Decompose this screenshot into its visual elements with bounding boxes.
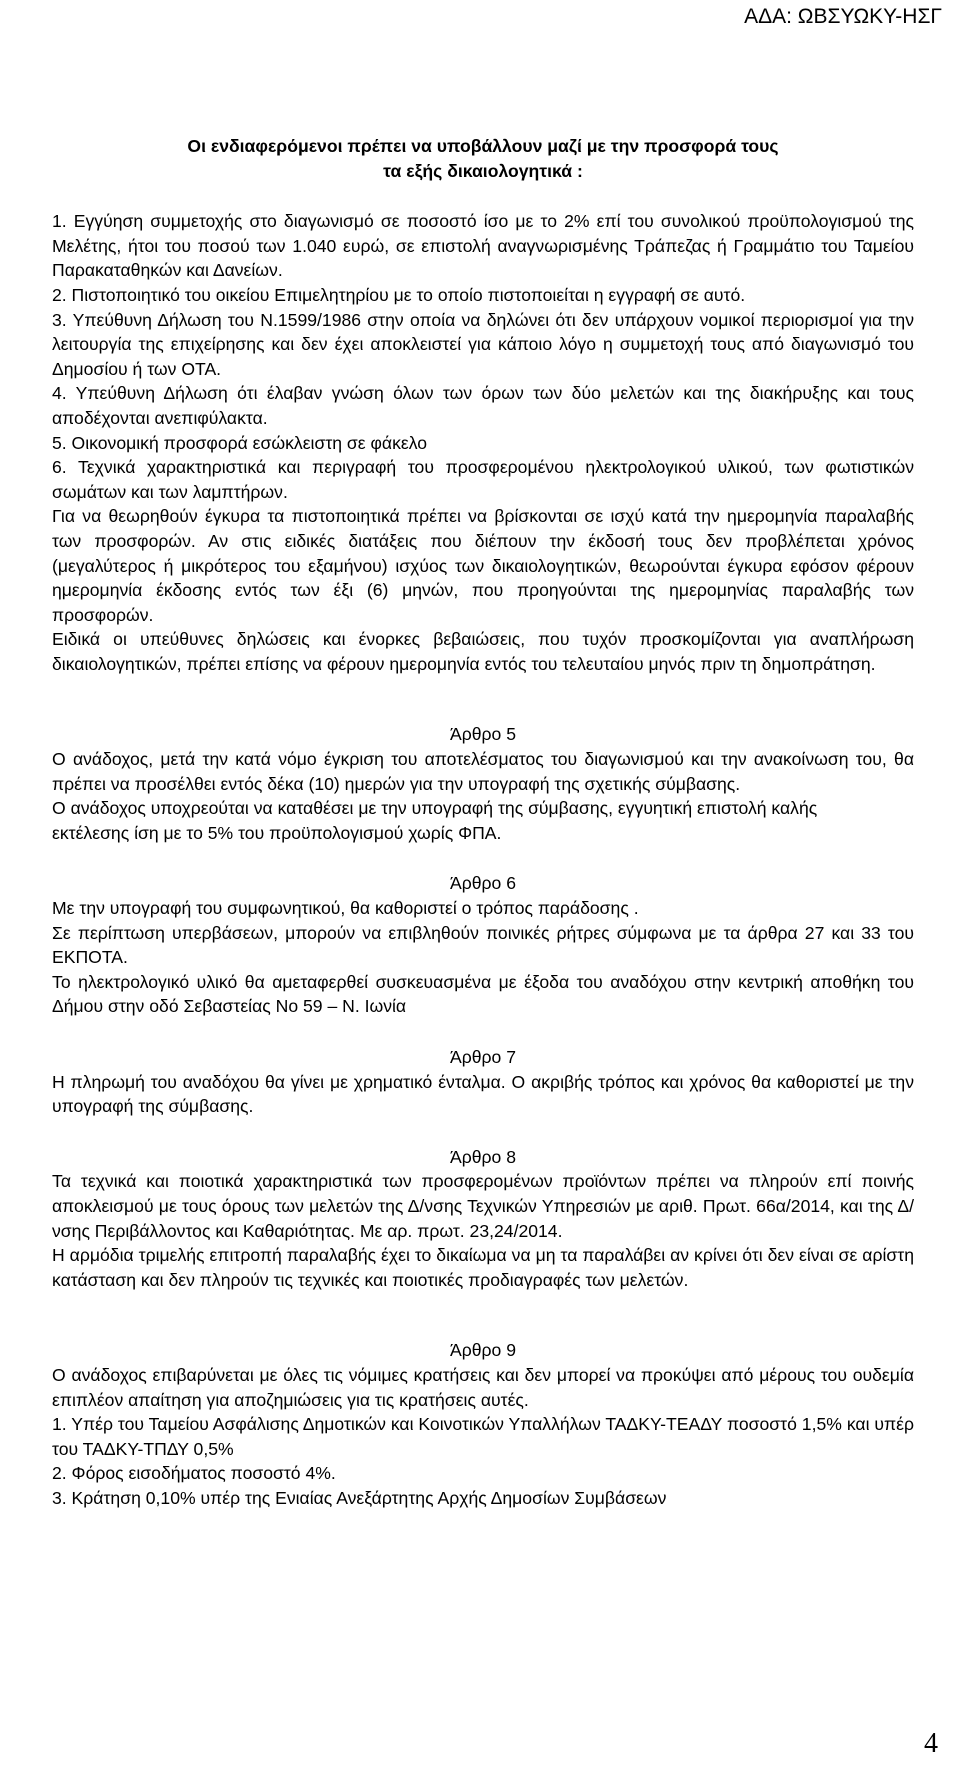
requirement-item-2: 2. Πιστοποιητικό του οικείου Επιμελητηρίου με το οποίο πιστοποιείται η εγγραφή σε αυτό. [52,284,746,305]
requirement-item-3: 3. Υπεύθυνη Δήλωση του Ν.1599/1986 στην οποία να δηλώνει ότι δεν υπάρχουν νομικοί περιορισμοί για την λειτουργία της επιχείρησης και δεν έχει αποκλειστεί για κάποιο λόγο η συμμετοχή τους από διαγωνισμό του Δημοσίου ή των ΟΤΑ. [52,309,914,379]
article-5-paragraph-3: εκτέλεσης ίση με το 5% του προϋπολογισμού χωρίς ΦΠΑ. [52,822,502,843]
article-6-paragraph-1: Με την υπογραφή του συμφωνητικού, θα καθοριστεί ο τρόπος παράδοσης . [52,898,639,919]
sworn-statements-paragraph: Ειδικά οι υπεύθυνες δηλώσεις και ένορκες βεβαιώσεις, που τυχόν προσκομίζονται για αναπλήρωση δικαιολογητικών, πρέπει επίσης να φέρουν ημερομηνία εντός του τελευταίου μηνός πριν τη δημοπράτηση. [52,629,914,674]
requirement-item-1: 1. Εγγύηση συμμετοχής στο διαγωνισμό σε ποσοστό ίσο με το 2% επί του συνολικού προϋπολογισμού της Μελέτης, ήτοι του ποσού των 1.040 ευρώ, σε επιστολή αναγνωρισμένης Τράπεζας ή Γραμμάτιο του Ταμείου Παρακαταθηκών και Δανείων. [52,211,914,281]
article-8-title: Άρθρο 8 [449,1146,516,1167]
article-6-paragraph-2: Σε περίπτωση υπερβάσεων, μπορούν να επιβληθούν ποινικές ρήτρες σύμφωνα με τα άρθρα 27 και 33 του ΕΚΠΟΤΑ. [52,922,914,968]
deduction-item-2: 2. Φόρος εισοδήματος ποσοστό 4%. [52,1463,336,1484]
certificate-validity-paragraph: Για να θεωρηθούν έγκυρα τα πιστοποιητικά πρέπει να βρίσκονται σε ισχύ κατά την ημερομηνία παραλαβής των προσφορών. Αν στις ειδικές διατάξεις που διέπουν την έκδοσή τους δεν προβλέπεται χρόνος (μεγαλύτερος ή μικρότερος του εξαμήνου) ισχύος των δικαιολογητικών, θεωρούνται έγκυρα εφόσον φέρουν ημερομηνία έκδοσης εντός των έξι (6) μηνών, που προηγούνται της ημερομηνίας παραλαβής των προσφορών. [52,506,914,625]
article-7-paragraph-1: Η πληρωμή του αναδόχου θα γίνει με χρηματικό ένταλμα. Ο ακριβής τρόπος και χρόνος θα καθοριστεί με την υπογραφή της σύμβασης. [52,1071,914,1117]
requirement-item-4: 4. Υπεύθυνη Δήλωση ότι έλαβαν γνώση όλων των όρων των δύο μελετών και της διακήρυξης και τους αποδέχονται ανεπιφύλακτα. [52,383,914,428]
article-6-paragraph-3: Το ηλεκτρολογικό υλικό θα αμεταφερθεί συσκευασμένα με έξοδα του αναδόχου στην κεντρική αποθήκη του Δήμου στην οδό Σεβαστείας Νο 59 – Ν. Ιωνία [52,971,914,1017]
page-number: 4 [924,1728,938,1759]
article-9-title: Άρθρο 9 [449,1340,516,1361]
deduction-item-1: 1. Υπέρ του Ταμείου Ασφάλισης Δημοτικών και Κοινοτικών Υπαλλήλων ΤΑΔΚΥ-ΤΕΑΔΥ ποσοστό 1,5% και υπέρ του ΤΑΔΚΥ-ΤΠΔΥ 0,5% [52,1414,914,1459]
article-5-paragraph-2: Ο ανάδοχος υποχρεούται να καταθέσει με την υπογραφή της σύμβασης, εγγυητική επιστολή καλής [52,798,818,819]
article-9-paragraph-1: Ο ανάδοχος επιβαρύνεται με όλες τις νόμιμες κρατήσεις και δεν μπορεί να προκύψει από μέρους του ουδεμία επιπλέον απαίτηση για αποζημιώσεις για τις κρατήσεις αυτές. [52,1364,914,1410]
article-6-title: Άρθρο 6 [449,873,516,894]
requirement-item-6: 6. Τεχνικά χαρακτηριστικά και περιγραφή του προσφερομένου ηλεκτρολογικού υλικού, των φωτιστικών σωμάτων και των λαμπτήρων. [52,457,914,502]
intro-heading-line-2: τα εξής δικαιολογητικά : [383,160,583,181]
intro-heading-line-1: Οι ενδιαφερόμενοι πρέπει να υποβάλλουν μαζί με την προσφορά τους [187,136,779,156]
requirement-item-5: 5. Οικονομική προσφορά εσώκλειστη σε φάκελο [52,432,428,453]
document-protocol-number: ΑΔΑ: ΩΒΣΥΩΚΥ-ΗΣΓ [744,5,942,28]
article-7-title: Άρθρο 7 [449,1047,516,1067]
deduction-item-3: 3. Κράτηση 0,10% υπέρ της Ενιαίας Ανεξάρτητης Αρχής Δημοσίων Συμβάσεων [52,1487,667,1508]
document-body [52,134,914,1511]
article-8-paragraph-2: Η αρμόδια τριμελής επιτροπή παραλαβής έχει το δικαίωμα να μη τα παραλάβει αν κρίνει ότι δεν είναι σε αρίστη κατάσταση και δεν πληρούν τις τεχνικές και ποιοτικές προδιαγραφές των μελετών. [52,1245,914,1290]
article-5-title: Άρθρο 5 [449,724,516,745]
article-8-paragraph-1: Τα τεχνικά και ποιοτικά χαρακτηριστικά των προσφερομένων προϊόντων πρέπει να πληρούν επί ποινής αποκλεισμού με τους όρους των μελετών της Δ/νσης Τεχνικών Υπηρεσιών με αριθ. Πρωτ. 66α/2014, και της Δ/νσης Περιβάλλοντος και Καθαριότητας. Με αρ. πρωτ. 23,24/2014. [52,1171,914,1241]
article-5-paragraph-1: Ο ανάδοχος, μετά την κατά νόμο έγκριση του αποτελέσματος του διαγωνισμού και την ανακοίνωση του, θα πρέπει να προσέλθει εντός δέκα (10) ημερών για την υπογραφή της σχετικής σύμβασης. [52,749,914,794]
